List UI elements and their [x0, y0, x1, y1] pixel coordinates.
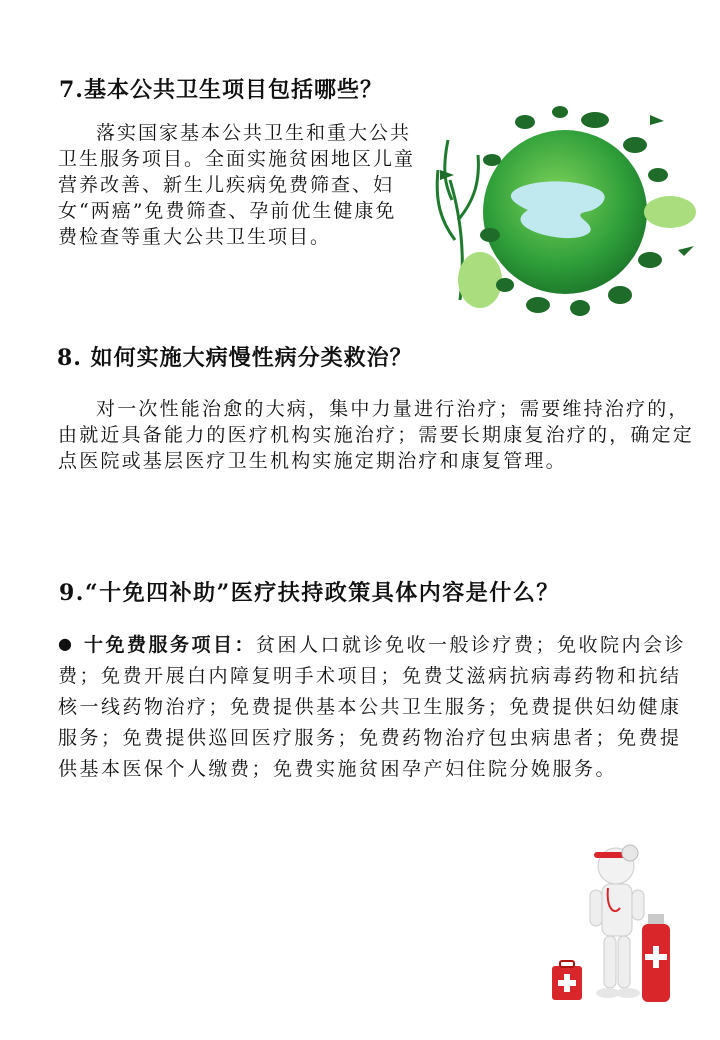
section-9-text: 贫困人口就诊免收一般诊疗费；免收院内会诊费；免费开展白内障复明手术项目；免费艾滋病抗病毒药物和抗结核一线药物治疗；免费提供基本公共卫生服务；免费提供妇幼健康服务；免费提供巡回医疗服务；免费药物治疗包虫病患者；免费提供基本医保个人缴费；免费实施贫困孕产妇住院分娩服务。 — [58, 634, 687, 780]
section-9-title: 9.“十免四补助”医疗扶持政策具体内容是什么？ — [59, 580, 560, 606]
doctor-figure-icon — [590, 845, 644, 998]
bullet-icon: ● — [58, 634, 75, 653]
leaf-icon — [644, 196, 696, 228]
section-8-title: 8. 如何实施大病慢性病分类救治？ — [57, 345, 413, 371]
doctor-figure-illustration — [548, 838, 688, 1010]
section-7-title: 7.基本公共卫生项目包括哪些？ — [59, 77, 383, 103]
leaf-icon — [458, 252, 502, 308]
usb-drive-icon — [642, 914, 670, 1002]
section-7-body: 落实国家基本公共卫生和重大公共卫生服务项目。全面实施贫困地区儿童营养改善、新生儿疾病免费筛查、妇女“两癌”免费筛查、孕前优生健康免费检查等重大公共卫生项目。 — [58, 122, 416, 248]
section-9-lead: 十免费服务项目： — [84, 634, 257, 656]
section-9-body — [58, 628, 688, 785]
section-8-body: 对一次性能治愈的大病，集中力量进行治疗；需要维持治疗的，由就近具备能力的医疗机构实施治疗；需要长期康复治疗的，确定定点医院或基层医疗卫生机构实施定期治疗和康复管理。 — [58, 398, 695, 472]
medical-kit-icon — [552, 961, 582, 1000]
green-globe-illustration — [420, 100, 700, 325]
